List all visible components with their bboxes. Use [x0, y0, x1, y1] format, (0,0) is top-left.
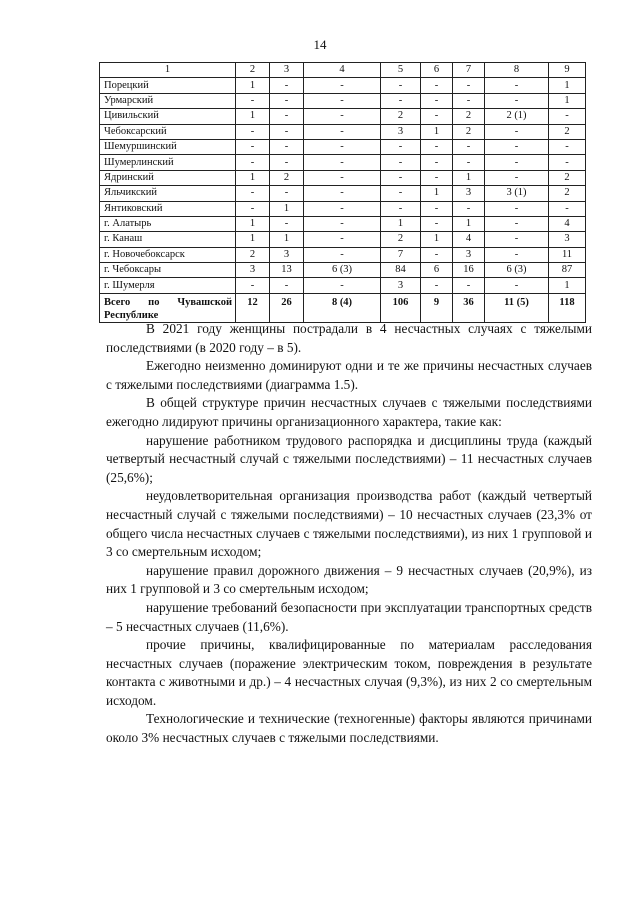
table-cell: 2 [270, 170, 304, 185]
table-cell: 106 [381, 293, 421, 322]
table-row [100, 263, 586, 278]
accidents-table [99, 62, 586, 323]
table-cell: - [236, 124, 270, 139]
table-cell: 1 [236, 232, 270, 247]
table-cell: 3 [270, 63, 304, 78]
table-cell: - [270, 155, 304, 170]
table-cell: 6 [421, 63, 453, 78]
table-total-row [100, 293, 586, 322]
table-row [100, 186, 586, 201]
table-cell: - [236, 278, 270, 293]
table-cell: 1 [236, 170, 270, 185]
paragraph: нарушение правил дорожного движения – 9 несчастных случаев (20,9%), из них 1 групповой и 3 со смертельным исходом; [106, 562, 592, 597]
table-cell: 6 (3) [485, 263, 549, 278]
table-cell: 26 [270, 293, 304, 322]
table-cell: 7 [381, 247, 421, 262]
table-cell: - [485, 139, 549, 154]
table-cell: 11 [549, 247, 586, 262]
table-cell: 3 [381, 278, 421, 293]
table-cell: - [549, 139, 586, 154]
table-cell: 1 [421, 232, 453, 247]
paragraph: неудовлетворительная организация производства работ (каждый четвертый несчастный случай с тяжелыми последствиями) – 10 несчастных случаев (23,3% от общего числа несчастных случаев с тяжелыми последствиями), из них 1 групповой и 3 со смертельным исходом; [106, 488, 592, 560]
table-cell: - [421, 109, 453, 124]
table-cell: - [421, 170, 453, 185]
table-cell: - [485, 247, 549, 262]
table-cell: 6 (3) [304, 263, 381, 278]
table-row [100, 232, 586, 247]
table-cell: 87 [549, 263, 586, 278]
table-cell: - [485, 93, 549, 108]
table-cell: - [304, 201, 381, 216]
table-cell: 118 [549, 293, 586, 322]
table-cell: 1 [381, 216, 421, 231]
table-cell: 12 [236, 293, 270, 322]
table-cell: 1 [453, 216, 485, 231]
table-cell: - [421, 78, 453, 93]
table-cell: 8 [485, 63, 549, 78]
table-row [100, 247, 586, 262]
table-cell: - [485, 124, 549, 139]
table-row-label: г. Канаш [100, 232, 236, 247]
table-cell: 7 [453, 63, 485, 78]
table-cell: - [485, 232, 549, 247]
table-row-label: Урмарский [100, 93, 236, 108]
table-row [100, 155, 586, 170]
table-cell: 1 [236, 78, 270, 93]
table-cell: 3 [270, 247, 304, 262]
table-cell: - [270, 139, 304, 154]
table-cell: - [549, 155, 586, 170]
table-cell: 2 [236, 247, 270, 262]
table-cell: - [236, 93, 270, 108]
table-row-label: Яльчикский [100, 186, 236, 201]
table-header-row [100, 63, 586, 78]
table-cell: 2 [549, 170, 586, 185]
table-cell: - [421, 247, 453, 262]
table-cell: - [421, 201, 453, 216]
table-row-label: г. Алатырь [100, 216, 236, 231]
table-cell: 2 [549, 124, 586, 139]
table-cell: 8 (4) [304, 293, 381, 322]
table-cell: - [381, 186, 421, 201]
table-cell: 1 [270, 232, 304, 247]
table-cell: 1 [236, 216, 270, 231]
table-cell: 2 [236, 63, 270, 78]
table-row-label: Всего по Чувашской Республике [100, 293, 236, 322]
table-cell: - [304, 78, 381, 93]
table-row [100, 278, 586, 293]
table-cell: - [270, 216, 304, 231]
table-cell: - [381, 170, 421, 185]
table-cell: - [304, 247, 381, 262]
table-cell: 4 [453, 232, 485, 247]
table-cell: - [236, 186, 270, 201]
table-cell: 1 [270, 201, 304, 216]
table-cell: 11 (5) [485, 293, 549, 322]
table-row [100, 139, 586, 154]
table-cell: - [304, 109, 381, 124]
table-row [100, 201, 586, 216]
table-cell: - [453, 201, 485, 216]
table-cell: 36 [453, 293, 485, 322]
table-cell: 1 [100, 63, 236, 78]
table-cell: - [304, 232, 381, 247]
table-cell: - [236, 139, 270, 154]
table-cell: - [421, 155, 453, 170]
table-cell: - [549, 201, 586, 216]
table-cell: 3 [381, 124, 421, 139]
table-cell: 4 [549, 216, 586, 231]
table-cell: - [453, 93, 485, 108]
table-cell: - [304, 155, 381, 170]
table-cell: 2 [453, 109, 485, 124]
table-cell: - [304, 124, 381, 139]
table-cell: 1 [421, 124, 453, 139]
paragraph: Технологические и технические (техногенные) факторы являются причинами около 3% несчастных случаев с тяжелыми последствиями. [106, 711, 592, 746]
table-cell: - [270, 78, 304, 93]
table-row [100, 78, 586, 93]
table-cell: - [485, 278, 549, 293]
table-cell: 9 [421, 293, 453, 322]
table-row-label: г. Чебоксары [100, 263, 236, 278]
paragraph: прочие причины, квалифицированные по материалам расследования несчастных случаев (поражение электрическим током, повреждения в результате контакта с животными и др.) – 4 несчастных случая (9,3%), из них 2 со смертельным исходом. [106, 637, 592, 708]
table-cell: - [485, 78, 549, 93]
table-cell: 2 [453, 124, 485, 139]
table-row [100, 93, 586, 108]
table-cell: 84 [381, 263, 421, 278]
table-cell: - [270, 278, 304, 293]
table-cell: - [485, 216, 549, 231]
table-cell: 5 [381, 63, 421, 78]
table-row [100, 109, 586, 124]
table-cell: - [485, 155, 549, 170]
table-cell: - [304, 139, 381, 154]
table-cell: - [421, 139, 453, 154]
table-cell: - [270, 186, 304, 201]
table-cell: - [381, 155, 421, 170]
table-cell: - [304, 93, 381, 108]
table-row-label: г. Шумерля [100, 278, 236, 293]
table-cell: 1 [549, 78, 586, 93]
table-cell: - [381, 78, 421, 93]
table-cell: 13 [270, 263, 304, 278]
paragraph: Ежегодно неизменно доминируют одни и те же причины несчастных случаев с тяжелыми последствиями (диаграмма 1.5). [106, 358, 592, 392]
table-cell: 3 [453, 186, 485, 201]
table-cell: - [421, 216, 453, 231]
table-cell: 1 [453, 170, 485, 185]
page-number: 14 [313, 37, 327, 52]
table-cell: 16 [453, 263, 485, 278]
table-row-label: г. Новочебоксарск [100, 247, 236, 262]
table-cell: 2 (1) [485, 109, 549, 124]
table-cell: 2 [381, 109, 421, 124]
table-cell: 1 [236, 109, 270, 124]
table-cell: 4 [304, 63, 381, 78]
table-cell: - [381, 201, 421, 216]
table-row-label: Ядринский [100, 170, 236, 185]
table-cell: - [453, 139, 485, 154]
table-row-label: Цивильский [100, 109, 236, 124]
table-cell: - [270, 124, 304, 139]
table-cell: 1 [421, 186, 453, 201]
table-cell: - [304, 278, 381, 293]
paragraph: нарушение требований безопасности при эксплуатации транспортных средств – 5 несчастных случаев (11,6%). [106, 599, 592, 634]
table-cell: 6 [421, 263, 453, 278]
table-cell: 2 [381, 232, 421, 247]
table-cell: - [453, 155, 485, 170]
table-row-label: Шемуршинский [100, 139, 236, 154]
table-cell: - [236, 201, 270, 216]
table-row-label: Чебоксарский [100, 124, 236, 139]
table-cell: 9 [549, 63, 586, 78]
table-cell: - [453, 78, 485, 93]
table-cell: - [381, 139, 421, 154]
table-cell: 3 (1) [485, 186, 549, 201]
table-cell: - [421, 93, 453, 108]
table-row [100, 170, 586, 185]
table-cell: 1 [549, 93, 586, 108]
table-cell: - [270, 93, 304, 108]
table-cell: 3 [453, 247, 485, 262]
table-row [100, 124, 586, 139]
table-cell: - [381, 93, 421, 108]
table-cell: - [236, 155, 270, 170]
table-cell: - [485, 201, 549, 216]
table-cell: - [453, 278, 485, 293]
table-cell: - [304, 186, 381, 201]
table-row-label: Порецкий [100, 78, 236, 93]
table-row-label: Шумерлинский [100, 155, 236, 170]
table-cell: - [485, 170, 549, 185]
table-cell: - [304, 216, 381, 231]
table-row-label: Янтиковский [100, 201, 236, 216]
paragraph: нарушение работником трудового распорядка и дисциплины труда (каждый четвертый несчастный случай с тяжелыми последствиями) – 11 несчастных случаев (25,6%); [106, 432, 592, 485]
table-row [100, 216, 586, 231]
paragraph: В 2021 году женщины пострадали в 4 несчастных случаях с тяжелыми последствиями (в 2020 году – в 5). [106, 321, 592, 355]
body-text [106, 320, 592, 748]
table-cell: - [270, 109, 304, 124]
table-cell: - [549, 109, 586, 124]
table-cell: - [421, 278, 453, 293]
table-cell: 2 [549, 186, 586, 201]
table-cell: 1 [549, 278, 586, 293]
table-cell: 3 [236, 263, 270, 278]
table-cell: - [304, 170, 381, 185]
table-cell: 3 [549, 232, 586, 247]
paragraph: В общей структуре причин несчастных случаев с тяжелыми последствиями ежегодно лидируют причины организационного характера, такие как: [106, 395, 592, 429]
